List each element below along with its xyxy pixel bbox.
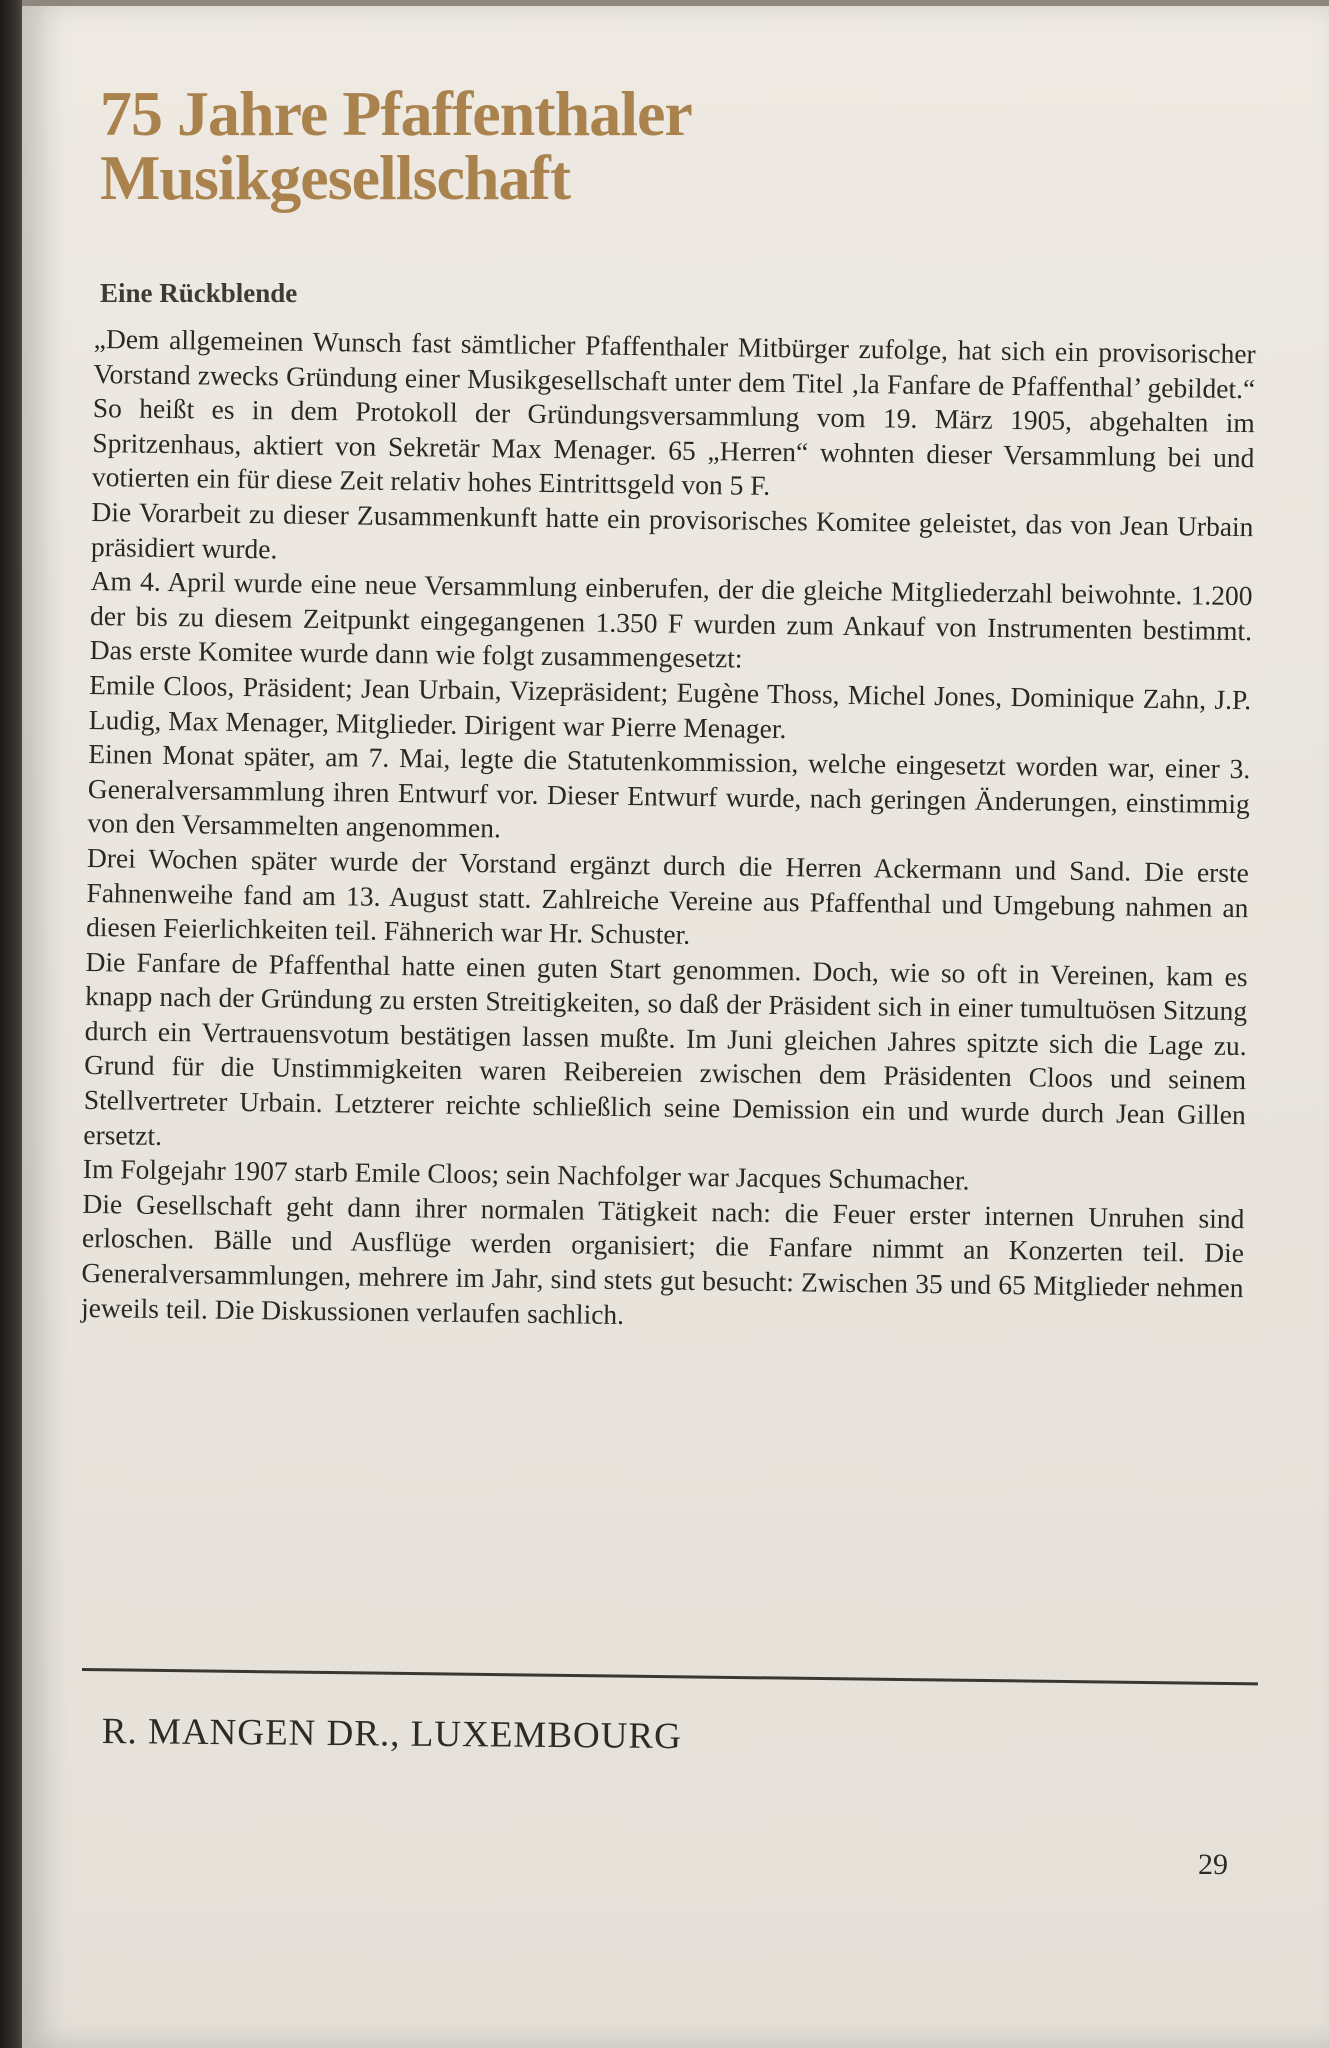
body-paragraph: Einen Monat später, am 7. Mai, legte die Statutenkommission, welche eingesetzt worden war, einer 3. Generalversammlung ihren Entwurf vor. Dieser Entwurf wurde, nach geringen Änderungen, einstimmig von den Versammelten angenommen. (87, 738, 1251, 844)
author-credit: R. MANGEN DR., LUXEMBOURG (101, 1711, 683, 1758)
page-top-edge (22, 0, 1329, 6)
book-page (22, 0, 1329, 2048)
body-paragraph: Emile Cloos, Präsident; Jean Urbain, Vizepräsident; Eugène Thoss, Michel Jones, Dominique Zahn, J.P. Ludig, Max Menager, Mitglieder. Dirigent war Pierre Menager. (88, 668, 1252, 744)
body-paragraph: Im Folgejahr 1907 starb Emile Cloos; sein Nachfolger war Jacques Schumacher. (82, 1153, 970, 1196)
article-body (81, 322, 1256, 1340)
page-number: 29 (1198, 1848, 1228, 1881)
body-paragraph: „Dem allgemeinen Wunsch fast sämtlicher Pfaffenthaler Mitbürger zufolge, hat sich ein provisorischer Vorstand zwecks Gründung einer Musikgesellschaft unter dem Titel ‚la Fanfare de Pfaffenthal’ gebildet.“ So heißt es in dem Protokoll der Gründungsversammlung vom 19. März 1905, abgehalten im Spritzenhaus, aktiert von Sekretär Max Menager. 65 „Herren“ wohnten dieser Versammlung bei und votierten ein für diese Zeit relativ hohes Eintrittsgeld von 5 F. (91, 322, 1256, 502)
body-paragraph: Am 4. April wurde eine neue Versammlung einberufen, der die gleiche Mitgliederzahl beiwohnte. 1.200 der bis zu diesem Zeitpunkt eingegangenen 1.350 F wurden zum Ankauf von Instrumenten bestimmt. Das erste Komitee wurde dann wie folgt zusammengesetzt: (89, 565, 1253, 674)
horizontal-divider (82, 1668, 1258, 1685)
article-title (100, 78, 1000, 213)
body-paragraph: Die Vorarbeit zu dieser Zusammenkunft hatte ein provisorisches Komitee geleistet, das von Jean Urbain präsidiert wurde. (90, 495, 1254, 564)
article-title-line-1: 75 Jahre Pfaffenthaler (100, 78, 692, 149)
body-paragraph: Drei Wochen später wurde der Vorstand ergänzt durch die Herren Ackermann und Sand. Die erste Fahnenweihe fand am 13. August statt. Zahlreiche Vereine aus Pfaffenthal und Umgebung nahmen an diesen Feierlichkeiten teil. Fähnerich war Hr. Schuster. (85, 841, 1250, 950)
article-title-line-2: Musikgesellschaft (100, 142, 571, 213)
article-subtitle: Eine Rückblende (100, 278, 298, 308)
body-paragraph: Die Gesellschaft geht dann ihrer normalen Tätigkeit nach: die Feuer erster internen Unruhen sind erloschen. Bälle und Ausflüge werden organisiert; die Fanfare nimmt an Konzerten teil. Die Generalversammlungen, mehrere im Jahr, sind stets gut besucht: Zwischen 35 und 65 Mitglieder nehmen jeweils teil. Die Diskussionen verlaufen sachlich. (80, 1187, 1245, 1330)
body-paragraph: Die Fanfare de Pfaffenthal hatte einen guten Start genommen. Doch, wie so oft in Vereinen, kam es knapp nach der Gründung zu ersten Streitigkeiten, so daß der Präsident sich in einer tumultuösen Sitzung durch ein Vertrauensvotum bestätigen lassen mußte. Im Juni gleichen Jahres spitzte sich die Lage zu. Grund für die Unstimmigkeiten waren Reibereien zwischen dem Präsidenten Cloos und seinem Stellvertreter Urbain. Letzterer reichte schließlich seine Demission ein und wurde durch Jean Gillen ersetzt. (83, 945, 1248, 1151)
